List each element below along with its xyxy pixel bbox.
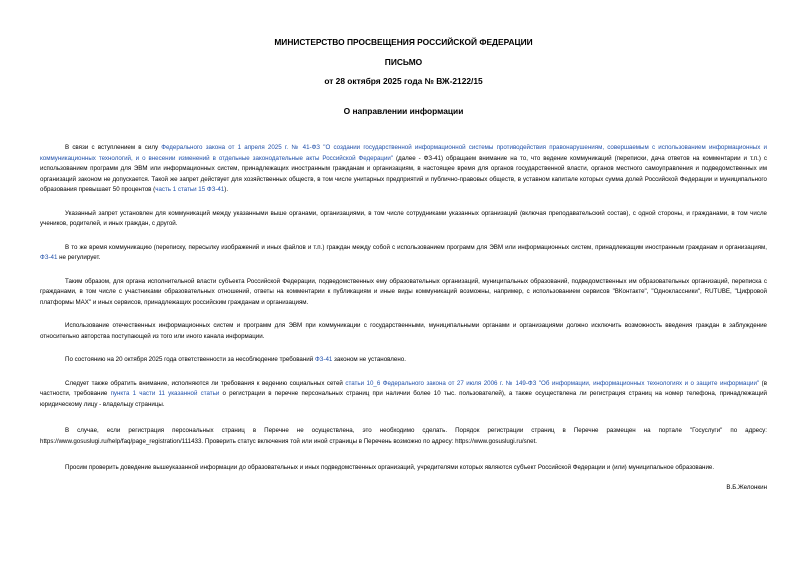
paragraph-text: В связи с вступлением в силу <box>65 144 162 151</box>
paragraph-text: Использование отечественных информационных систем и программ для ЭВМ при коммуникации с государственными, муниципальными органами и организациями должно исключить возможность введения граждан в заблуждение относительно авторства поступающей из того или иного канала информации. <box>40 322 767 340</box>
paragraph-text: Таким образом, для органа исполнительной власти субъекта Российской Федерации, подведомственных ему образовательных организаций, муниципальных образований, подведомственных им образовательных организаций, переписка с гражданами, в том числе с участниками образовательных отношений, ответы на комментарии к публикациям и иные виды коммуникаций возможны, например, с использованием сервисов "ВКонтакте", "Одноклассники", RUTUBE, "Цифровой платформы MAX" и иных сервисов, принадлежащих российским гражданам и организациям. <box>40 277 767 306</box>
paragraph-3 <box>40 243 767 264</box>
ministry-name: МИНИСТЕРСТВО ПРОСВЕЩЕНИЯ РОССИЙСКОЙ ФЕДЕРАЦИИ <box>274 37 533 47</box>
paragraph-text: не регулирует. <box>57 254 101 261</box>
paragraph-8 <box>40 426 767 447</box>
paragraph-text: законом не установлено. <box>332 356 406 363</box>
paragraph-5 <box>40 321 767 342</box>
paragraph-2 <box>40 209 767 230</box>
signature: В.Б.Желонкин <box>726 484 767 491</box>
fz41-link[interactable]: ФЗ-41 <box>314 356 333 363</box>
paragraph-4 <box>40 277 767 309</box>
paragraph-text: (в частности, требование <box>40 379 767 397</box>
paragraph-9 <box>40 463 767 474</box>
fz41-link[interactable]: ФЗ-41 <box>40 254 58 261</box>
paragraph-text: В случае, если регистрация персональных страниц в Перечне не осуществлена, это необходимо сделать. Порядок регистрации страниц в Перечне размещен на портале "Госуслуги" по адресу: https://www.gosuslugi.ru/help/faq/page_registration/111433. Проверить статус включения той или иной страницы в Перечень возможно по адресу: https://www.gosuslugi.ru/snet. <box>40 427 767 445</box>
paragraph-text: Указанный запрет установлен для коммуникаций между указанными выше органами, организациями, в том числе сотрудниками указанных организаций (включая преподавательский состав), с одной стороны, и гражданами, в том числе учеников, родителей, и иных граждан, с другой. <box>40 209 767 227</box>
paragraph-text: о регистрации в перечне персональных страниц при наличии более 10 тыс. пользователей), а также осуществлена ли регистрация страниц на номер телефона, принадлежащий юридическому лицу - владельцу страницы. <box>40 390 767 408</box>
paragraph-7 <box>40 379 767 411</box>
paragraph-text: В то же время коммуникацию (переписку, пересылку изображений и иных файлов и т.п.) граждан между собой с использованием программ для ЭВМ или информационных систем, принадлежащим иностранным гражданам и организациям, <box>65 243 767 251</box>
document-number: от 28 октября 2025 года № ВЖ-2122/15 <box>324 76 483 86</box>
article-15-link[interactable]: часть 1 статьи 15 ФЗ-41 <box>155 186 225 193</box>
paragraph-text: (далее - ФЗ-41) обращаем внимание на то, что ведение коммуникаций (переписки, дача ответов на комментарии и т.п.) с использованием программ для ЭВМ или информационных систем, принадлежащих иностранным гражданам и организациям, в настоящее время для органов государственной власти, органов местного самоуправления и подведомственных им организаций законом не допускается. Такой же запрет действует для хозяйственных обществ, в том числе унитарных предприятий и публично-правовых обществ, в уставном капитале которых сумма долей Российской Федерации и муниципального образования превышает 50 процентов ( <box>40 154 767 193</box>
paragraph-1 <box>40 143 767 196</box>
law-149fz-link[interactable]: статьи 10_6 Федерального закона от 27 июля 2006 г. № 149-ФЗ "Об информации, информационных технологиях и о защите информации" <box>345 379 760 387</box>
paragraph-text: Следует также обратить внимание, исполняются ли требования к ведению социальных сетей <box>65 379 346 387</box>
document-subject: О направлении информации <box>343 106 464 116</box>
document-type: ПИСЬМО <box>384 57 423 67</box>
paragraph-text: По состоянию на 20 октября 2025 года ответственности за несоблюдение требований <box>65 356 315 363</box>
paragraph-6 <box>40 355 767 366</box>
clause-1-part-11-link[interactable]: пункта 1 части 11 указанной статьи <box>110 390 220 397</box>
document-body <box>40 143 767 487</box>
paragraph-text: ). <box>224 186 229 193</box>
paragraph-text: Просим проверить доведение вышеуказанной информации до образовательных и иных подведомственных организаций, учредителями которых являются субъект Российской Федерации и (или) муниципальное образование. <box>65 464 715 471</box>
law-41fz-link[interactable]: Федерального закона от 1 апреля 2025 г. № 41-ФЗ "О создании государственной информационной системы противодействия правонарушениям, совершаемым с использованием информационных и коммуникационных технологий, и о внесении изменений в отдельные законодательные акты Российской Федерации" <box>40 144 767 162</box>
